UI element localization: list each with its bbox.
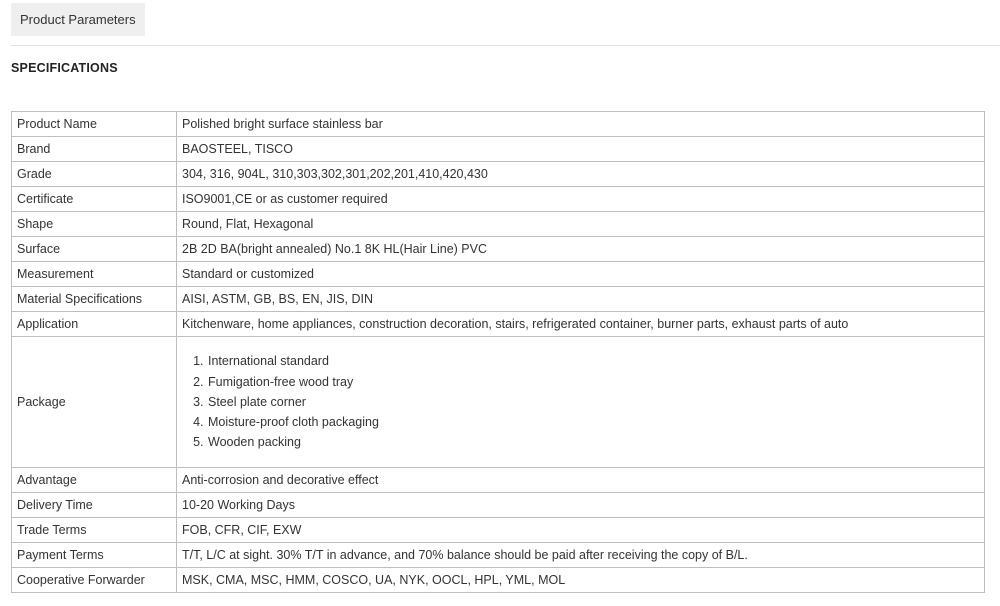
table-row [12, 212, 985, 237]
spec-value: ISO9001,CE or as customer required [177, 187, 985, 212]
list-item: 5. Wooden packing [207, 432, 979, 452]
spec-key: Application [12, 312, 177, 337]
spec-key: Material Specifications [12, 287, 177, 312]
spec-value: FOB, CFR, CIF, EXW [177, 518, 985, 543]
spec-key: Delivery Time [12, 493, 177, 518]
spec-key: Measurement [12, 262, 177, 287]
list-item: 1. International standard [207, 351, 979, 371]
spec-key: Trade Terms [12, 518, 177, 543]
table-row [12, 187, 985, 212]
spec-value: 10-20 Working Days [177, 493, 985, 518]
spec-value: Anti-corrosion and decorative effect [177, 468, 985, 493]
spec-key: Brand [12, 137, 177, 162]
spec-value: Standard or customized [177, 262, 985, 287]
spec-key: Certificate [12, 187, 177, 212]
spec-key: Package [12, 337, 177, 468]
spec-value: BAOSTEEL, TISCO [177, 137, 985, 162]
spec-value-package [177, 337, 985, 468]
table-row [12, 312, 985, 337]
table-row [12, 468, 985, 493]
table-row [12, 518, 985, 543]
spec-value: 2B 2D BA(bright annealed) No.1 8K HL(Hair Line) PVC [177, 237, 985, 262]
spec-value: Round, Flat, Hexagonal [177, 212, 985, 237]
table-row [12, 287, 985, 312]
spec-key: Surface [12, 237, 177, 262]
table-row [12, 112, 985, 137]
list-item: 2. Fumigation-free wood tray [207, 372, 979, 392]
tab-product-parameters[interactable]: Product Parameters [11, 3, 145, 36]
spec-value: MSK, CMA, MSC, HMM, COSCO, UA, NYK, OOCL, HPL, YML, MOL [177, 568, 985, 593]
table-row [12, 493, 985, 518]
table-row [12, 137, 985, 162]
spec-key: Grade [12, 162, 177, 187]
spec-value: Kitchenware, home appliances, construction decoration, stairs, refrigerated container, burner parts, exhaust parts of auto [177, 312, 985, 337]
spec-key: Cooperative Forwarder [12, 568, 177, 593]
table-row [12, 543, 985, 568]
specifications-table [11, 111, 985, 593]
table-row [12, 162, 985, 187]
package-list [182, 351, 979, 452]
spec-key: Advantage [12, 468, 177, 493]
spec-key: Product Name [12, 112, 177, 137]
table-row [12, 237, 985, 262]
spec-value: T/T, L/C at sight. 30% T/T in advance, and 70% balance should be paid after receiving the copy of B/L. [177, 543, 985, 568]
spec-key: Shape [12, 212, 177, 237]
list-item: 3. Steel plate corner [207, 392, 979, 412]
table-row [12, 568, 985, 593]
table-row [12, 262, 985, 287]
spec-key: Payment Terms [12, 543, 177, 568]
spec-value: AISI, ASTM, GB, BS, EN, JIS, DIN [177, 287, 985, 312]
section-title: SPECIFICATIONS [11, 61, 118, 75]
table-row-package [12, 337, 985, 468]
spec-value: Polished bright surface stainless bar [177, 112, 985, 137]
spec-value: 304, 316, 904L, 310,303,302,301,202,201,410,420,430 [177, 162, 985, 187]
list-item: 4. Moisture-proof cloth packaging [207, 412, 979, 432]
tab-bar [11, 0, 1000, 46]
